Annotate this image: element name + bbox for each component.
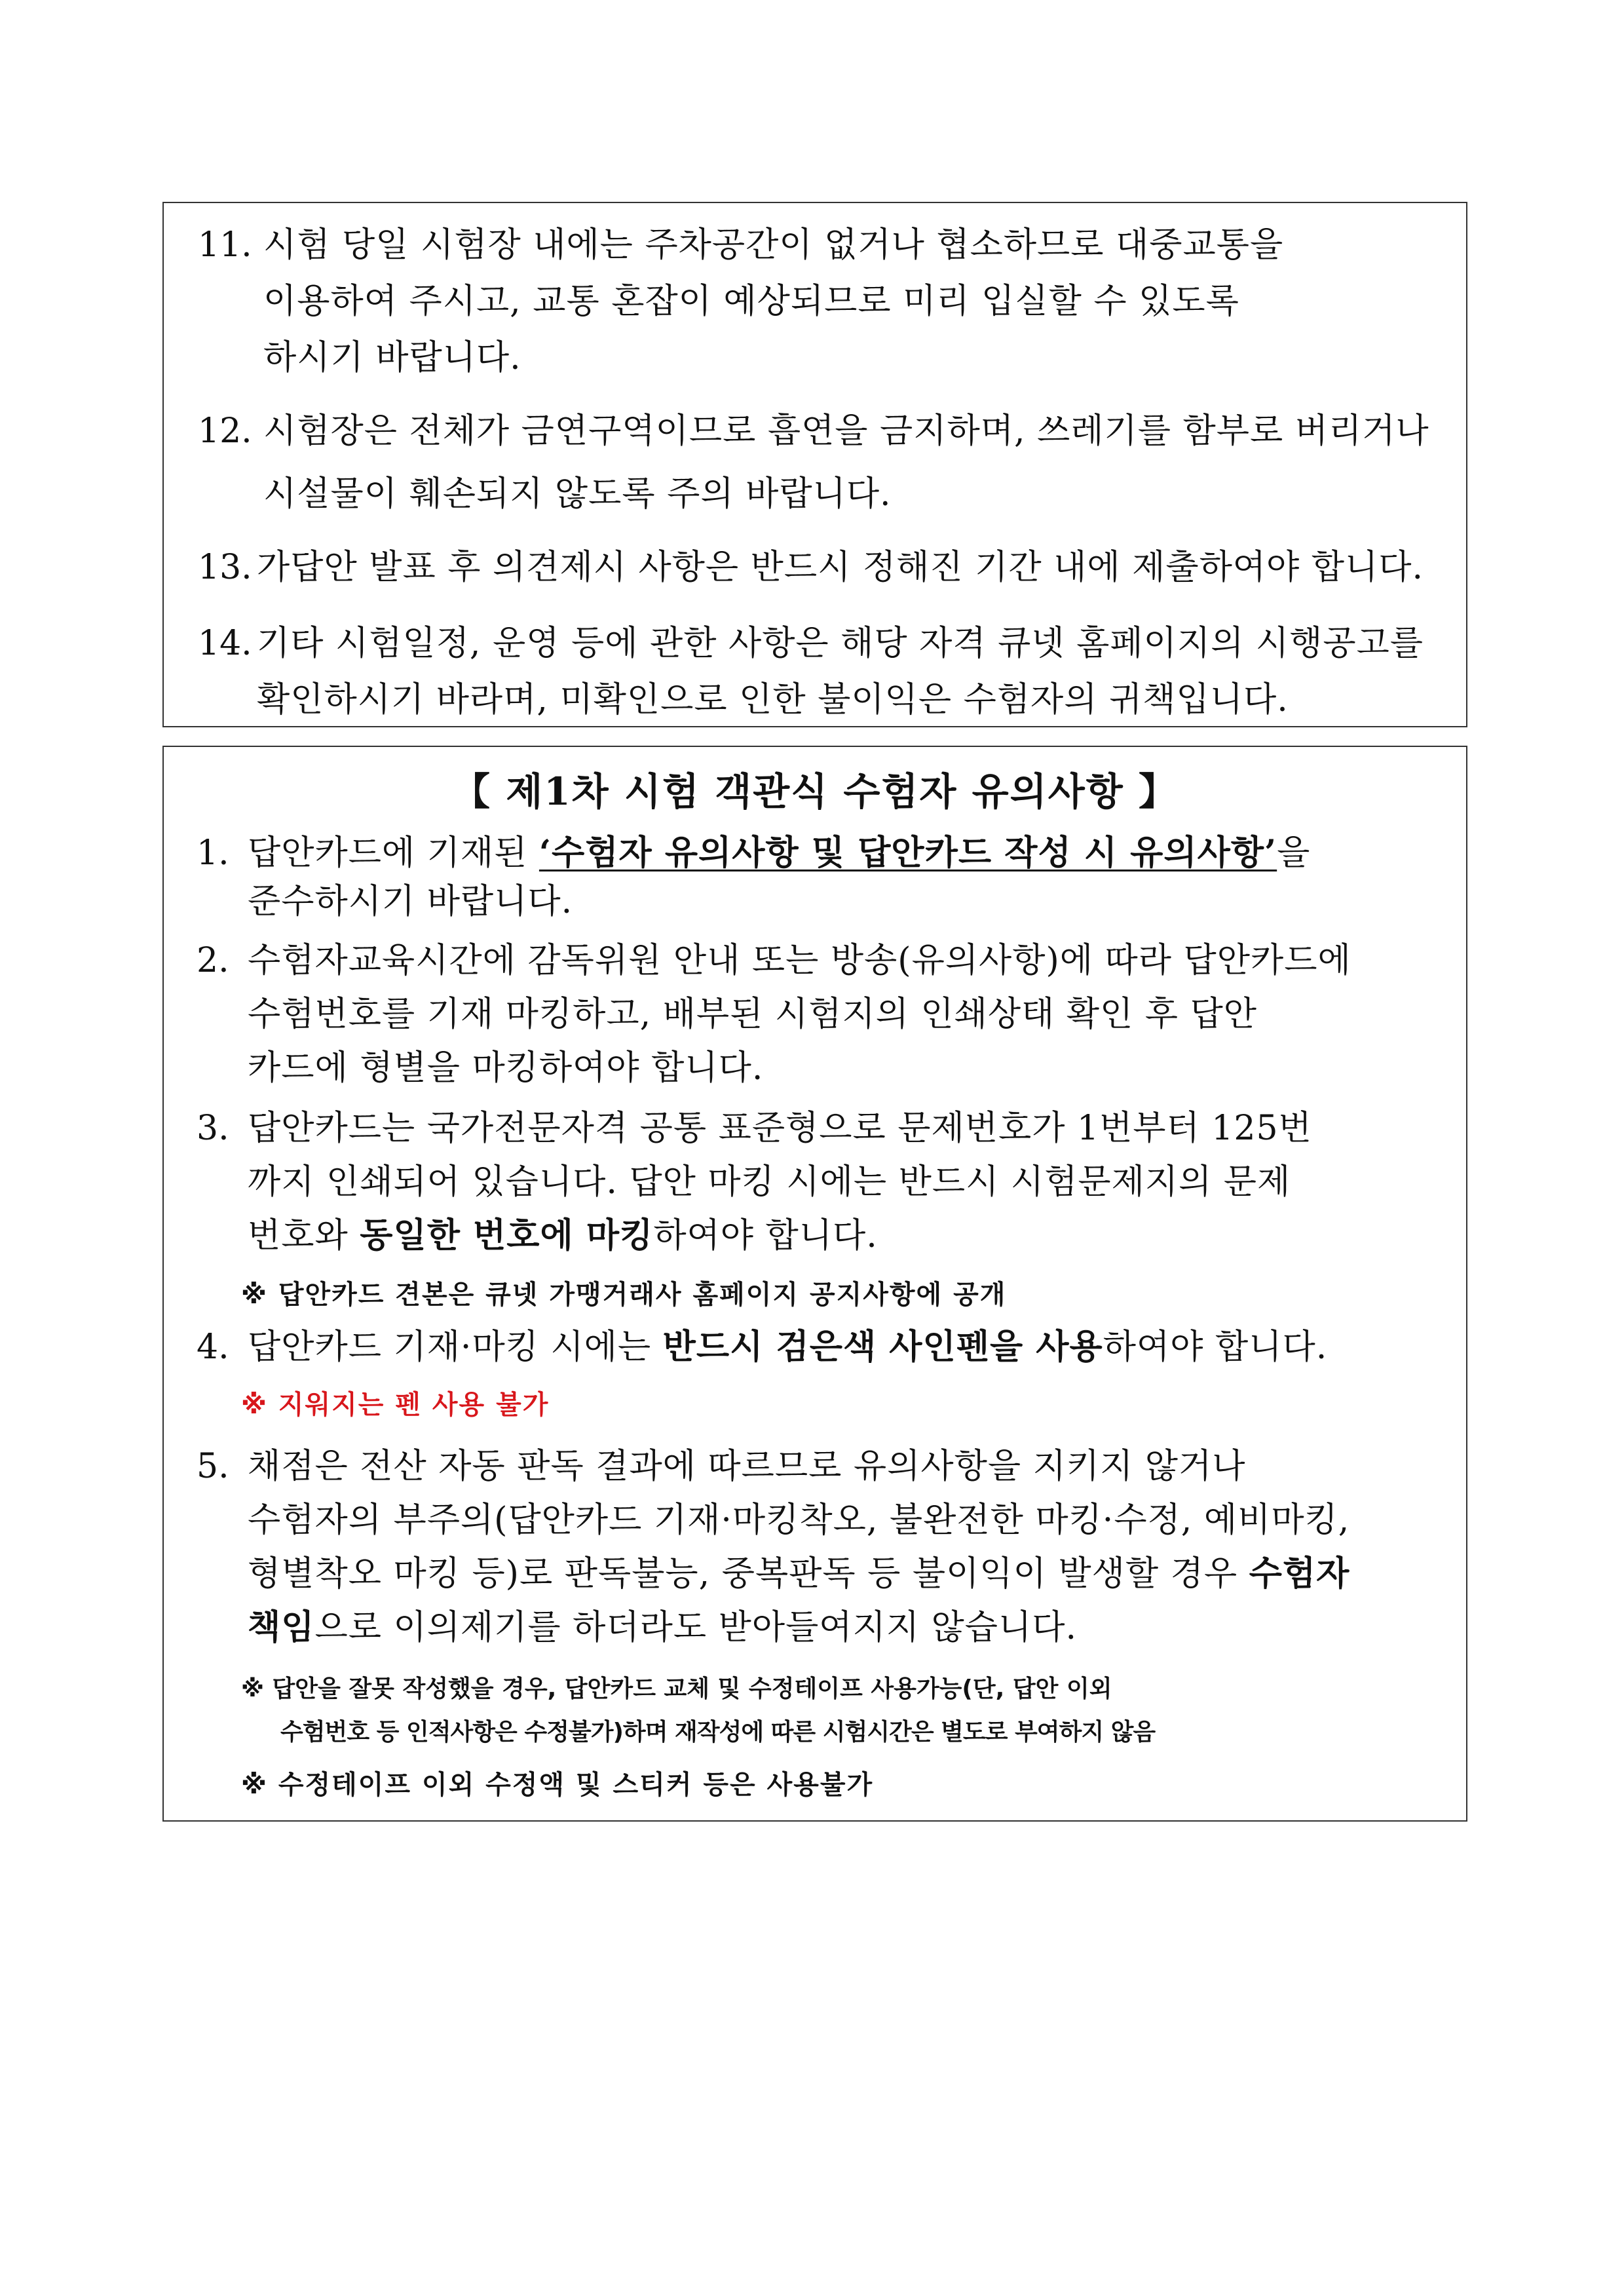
exam-item-5-number: 5. [197,1447,229,1486]
exam-notes-box [162,746,1467,1822]
item-13-line-1: 가답안 발표 후 의견제시 사항은 반드시 정해진 기간 내에 제출하여야 합니다. [257,548,1424,587]
exam-item-5-note-2: ※ 수정테이프 이외 수정액 및 스티커 등은 사용불가 [241,1770,874,1800]
exam-item-4-bold-text: 반드시 검은색 사인펜을 사용 [662,1327,1103,1367]
item-11-line-1: 시험 당일 시험장 내에는 주차공간이 없거나 협소하므로 대중교통을 [263,225,1284,265]
item-11-line-2: 이용하여 주시고, 교통 혼잡이 예상되므로 미리 입실할 수 있도록 [263,282,1239,321]
exam-item-3-line-1: 답안카드는 국가전문자격 공통 표준형으로 문제번호가 1번부터 125번 [248,1109,1312,1148]
exam-item-1-line-1-text: 답안카드에 기재된 [248,833,539,873]
exam-item-1-line-1 [248,830,1310,877]
exam-item-3-note: ※ 답안카드 견본은 큐넷 가맹거래사 홈페이지 공지사항에 공개 [241,1280,1007,1310]
item-12-line-1: 시험장은 전체가 금연구역이므로 흡연을 금지하며, 쓰레기를 함부로 버리거나 [263,411,1429,451]
item-11-line-3: 하시기 바랍니다. [263,338,521,377]
exam-item-3-line-3-end: 하여야 합니다. [653,1216,878,1255]
exam-item-5-note-1-line-2: 수험번호 등 인적사항은 수정불가)하며 재작성에 따른 시험시간은 별도로 부여하지 않음 [280,1719,1156,1746]
exam-item-5-note-1-line-1: ※ 답안을 잘못 작성했을 경우, 답안카드 교체 및 수정테이프 사용가능(단, 답안 이외 [241,1675,1112,1702]
item-12-number: 12. [198,411,252,451]
exam-item-4-note: ※ 지워지는 펜 사용 불가 [241,1390,550,1420]
exam-item-4-line-1-end: 하여야 합니다. [1103,1328,1328,1367]
item-13-number: 13. [198,548,252,587]
exam-item-5-line-1: 채점은 전산 자동 판독 결과에 따르므로 유의사항을 지키지 않거나 [248,1447,1246,1486]
item-14-number: 14. [198,624,252,663]
exam-item-5-line-3 [248,1550,1350,1598]
exam-item-1-line-1-end: 을 [1277,833,1311,873]
item-11-number: 11. [198,225,252,265]
exam-item-2-number: 2. [197,941,229,980]
exam-item-5-line-2: 수험자의 부주의(답안카드 기재·마킹착오, 불완전한 마킹·수정, 예비마킹, [248,1501,1350,1540]
exam-item-5-bold-text: 수험자 [1249,1554,1350,1594]
exam-item-5-bold-text-2: 책임 [248,1607,315,1647]
exam-item-3-bold-text: 동일한 번호에 마킹 [360,1215,654,1255]
exam-notes-title: 【 제1차 시험 객관식 수험자 유의사항 】 [452,769,1178,814]
exam-item-5-line-4-text: 으로 이의제기를 하더라도 받아들여지지 않습니다. [314,1608,1077,1647]
exam-item-4-line-1-text: 답안카드 기재·마킹 시에는 [248,1328,663,1367]
exam-item-5-line-3-text: 형별착오 마킹 등)로 판독불능, 중복판독 등 불이익이 발생할 경우 [248,1554,1249,1594]
exam-item-3-line-3-text: 번호와 [248,1216,360,1255]
exam-item-2-line-2: 수험번호를 기재 마킹하고, 배부된 시험지의 인쇄상태 확인 후 답안 [248,995,1258,1034]
item-12-line-2: 시설물이 훼손되지 않도록 주의 바랍니다. [263,474,892,514]
general-notes-box [162,202,1467,727]
exam-item-2-line-3: 카드에 형별을 마킹하여야 합니다. [248,1048,764,1088]
item-14-line-2: 확인하시기 바라며, 미확인으로 인한 불이익은 수험자의 귀책입니다. [257,680,1289,719]
exam-item-4-number: 4. [197,1328,229,1367]
exam-item-4-line-1 [248,1324,1327,1371]
exam-item-2-line-1: 수험자교육시간에 감독위원 안내 또는 방송(유의사항)에 따라 답안카드에 [248,941,1351,980]
exam-item-3-number: 3. [197,1109,229,1148]
exam-item-3-line-2: 까지 인쇄되어 있습니다. 답안 마킹 시에는 반드시 시험문제지의 문제 [248,1162,1291,1202]
item-14-line-1: 기타 시험일정, 운영 등에 관한 사항은 해당 자격 큐넷 홈페이지의 시행공고를 [257,624,1424,663]
exam-item-3-line-3 [248,1212,878,1259]
exam-item-5-line-4 [248,1604,1077,1651]
exam-item-1-underlined-text: ‘수험자 유의사항 및 답안카드 작성 시 유의사항’ [538,833,1277,873]
exam-item-1-line-2: 준수하시기 바랍니다. [248,882,573,921]
exam-item-1-number: 1. [197,833,229,873]
